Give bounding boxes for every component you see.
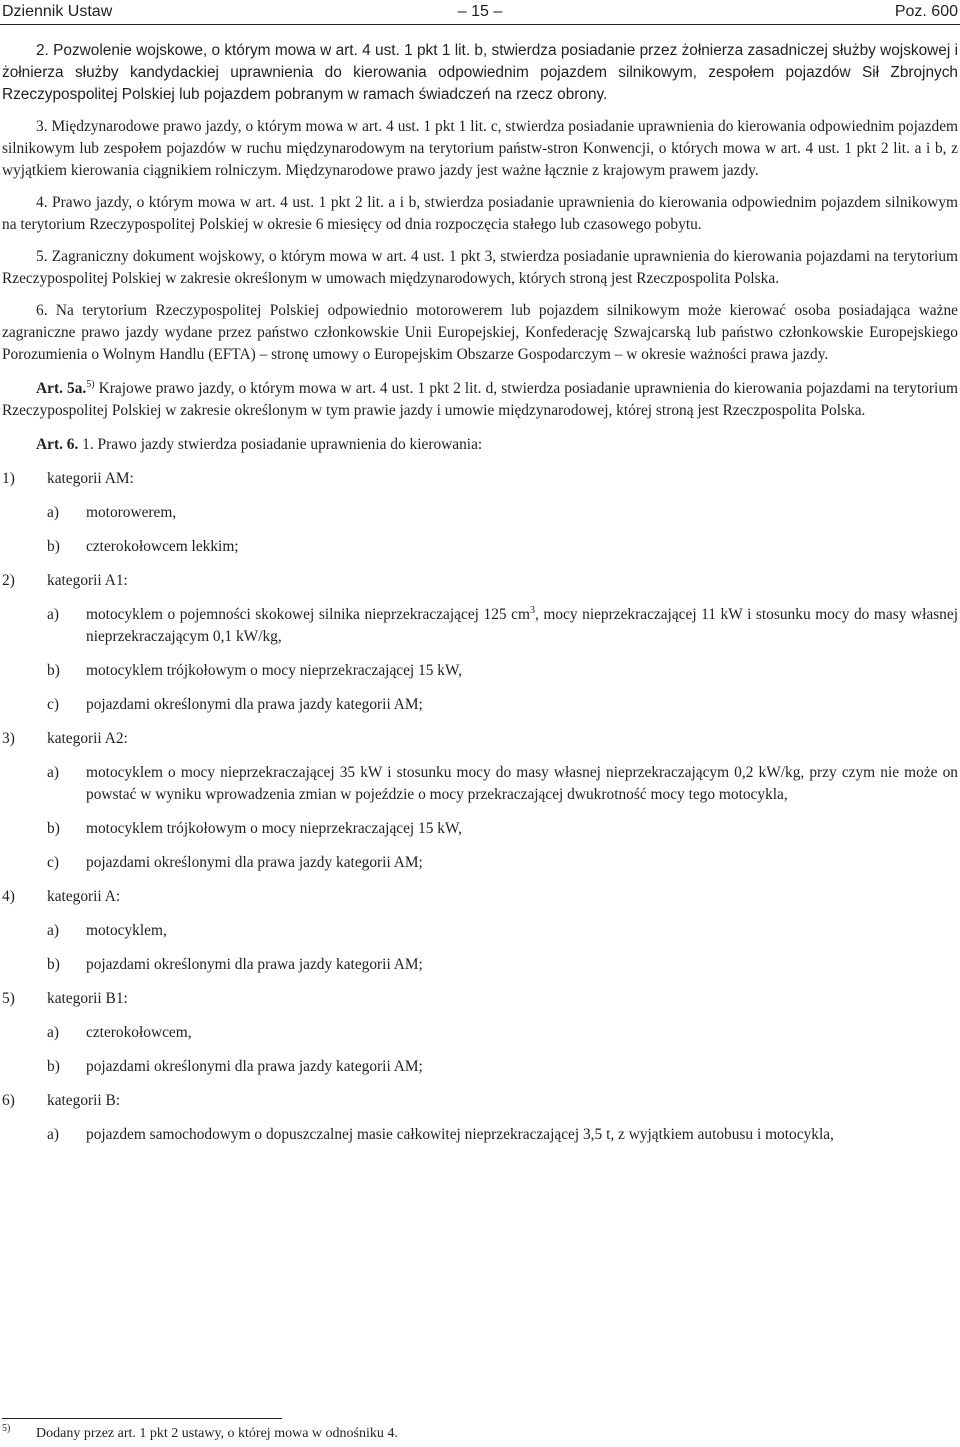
item-number: 4)	[2, 888, 15, 905]
paragraph-4: 4. Prawo jazdy, o którym mowa w art. 4 ust. 1 pkt 2 lit. a i b, stwierdza posiadanie uprawnienia do kierowania odpowiednim pojazdem silnikowym na terytorium Rzeczypospolitej Polskiej w okresie 6 miesięcy od dnia rozpoczęcia stałego lub czasowego pobytu.	[2, 194, 958, 233]
subitem	[2, 536, 958, 558]
page-number: – 15 –	[457, 3, 503, 20]
subitem-text: czterokołowcem lekkim;	[86, 538, 239, 555]
subitem-text: motocyklem o mocy nieprzekraczającej 35 kW i stosunku mocy do masy własnej nieprzekraczającym 0,2 kW/kg, przy czym nie może on powstać w wyniku wprowadzenia zmian w pojeździe o mocy przekraczającej dwukrotność mocy tego motocykla,	[86, 764, 958, 803]
item-text: kategorii B1:	[47, 990, 128, 1007]
item-number: 6)	[2, 1092, 15, 1109]
subitem	[2, 694, 958, 716]
subitem	[2, 762, 958, 806]
subitem	[2, 920, 958, 942]
subitem	[2, 660, 958, 682]
subitem	[2, 604, 958, 648]
article-5a	[2, 378, 958, 422]
subitem	[2, 502, 958, 524]
item-number: 1)	[2, 470, 15, 487]
category-item	[2, 886, 958, 908]
subitem-text: pojazdami określonymi dla prawa jazdy kategorii AM;	[86, 1058, 423, 1075]
journal-title: Dziennik Ustaw	[2, 3, 113, 20]
subitem	[2, 1124, 958, 1146]
category-item	[2, 1090, 958, 1112]
footnote-text: Dodany przez art. 1 pkt 2 ustawy, o której mowa w odnośniku 4.	[36, 1426, 398, 1441]
subitem-text: motorowerem,	[86, 504, 177, 521]
subitem-letter: b)	[47, 820, 60, 837]
subitem-letter: c)	[47, 696, 59, 713]
subitem-text: pojazdami określonymi dla prawa jazdy kategorii AM;	[86, 696, 423, 713]
superscript: 3	[529, 605, 535, 616]
subitem	[2, 954, 958, 976]
subitem-letter: b)	[47, 538, 60, 555]
category-item	[2, 728, 958, 750]
subitem-text: motocyklem trójkołowym o mocy nieprzekraczającej 15 kW,	[86, 662, 462, 679]
subitem	[2, 1056, 958, 1078]
subitem-letter: b)	[47, 956, 60, 973]
article-6-intro	[2, 434, 958, 456]
subitem-text-continued: , mocy nieprzekraczającej 11 kW i stosunku mocy do masy własnej nieprzekraczającym 0,1 kW/kg,	[86, 606, 958, 645]
paragraph-3: 3. Międzynarodowe prawo jazdy, o którym mowa w art. 4 ust. 1 pkt 1 lit. c, stwierdza posiadanie uprawnienia do kierowania odpowiednim pojazdem silnikowym lub zespołem pojazdów w ruchu międzynarodowym na terytorium państw-stron Konwencji, o których mowa w art. 4 ust. 1 pkt 2 lit. a i b, z wyjątkiem kierowania ciągnikiem rolniczym. Międzynarodowe prawo jazdy jest ważne łącznie z krajowym prawem jazdy.	[2, 118, 958, 179]
footnote-divider	[2, 1418, 282, 1419]
category-item	[2, 570, 958, 592]
main-content	[2, 40, 958, 1158]
category-item	[2, 468, 958, 490]
item-number: 5)	[2, 990, 15, 1007]
item-text: kategorii A1:	[47, 572, 128, 589]
category-item	[2, 988, 958, 1010]
article-6-intro-text: 1. Prawo jazdy stwierdza posiadanie uprawnienia do kierowania:	[78, 436, 483, 453]
subitem-letter: a)	[47, 1126, 59, 1143]
item-number: 2)	[2, 572, 15, 589]
subitem-text: pojazdami określonymi dla prawa jazdy kategorii AM;	[86, 854, 423, 871]
footnote-ref: 5)	[86, 379, 95, 390]
subitem-text: motocyklem,	[86, 922, 167, 939]
item-text: kategorii AM:	[47, 470, 134, 487]
subitem	[2, 818, 958, 840]
subitem	[2, 1022, 958, 1044]
item-text: kategorii A2:	[47, 730, 128, 747]
article-5a-label: Art. 5a.	[36, 380, 87, 397]
subitem-letter: a)	[47, 606, 59, 623]
item-text: kategorii B:	[47, 1092, 121, 1109]
article-5a-text: Krajowe prawo jazdy, o którym mowa w art. 4 ust. 1 pkt 2 lit. d, stwierdza posiadanie uprawnienia do kierowania pojazdami na terytorium Rzeczypospolitej Polskiej w zakresie określonym w tym prawie jazdy i umowie międzynarodowej, której stroną jest Rzeczpospolita Polska.	[2, 380, 958, 419]
page-header	[0, 0, 960, 25]
item-number: 3)	[2, 730, 15, 747]
paragraph-5: 5. Zagraniczny dokument wojskowy, o którym mowa w art. 4 ust. 1 pkt 3, stwierdza posiadanie uprawnienia do kierowania pojazdami na terytorium Rzeczypospolitej Polskiej w zakresie określonym w umowach międzynarodowych, których stroną jest Rzeczpospolita Polska.	[2, 248, 958, 287]
subitem-text: motocyklem o pojemności skokowej silnika nieprzekraczającej 125 cm	[86, 606, 530, 623]
subitem-text: pojazdem samochodowym o dopuszczalnej masie całkowitej nieprzekraczającej 3,5 t, z wyjątkiem autobusu i motocykla,	[86, 1126, 834, 1143]
paragraph-2: 2. Pozwolenie wojskowe, o którym mowa w art. 4 ust. 1 pkt 1 lit. b, stwierdza posiadanie przez żołnierza zasadniczej służby wojskowej i żołnierza służby kandydackiej uprawnienia do kierowania odpowiednim pojazdem silnikowym, zespołem pojazdów Sił Zbrojnych Rzeczypospolitej Polskiej lub pojazdem pobranym w ramach świadczeń na rzecz obrony.	[2, 42, 958, 103]
subitem-text: czterokołowcem,	[86, 1024, 192, 1041]
subitem-text: motocyklem trójkołowym o mocy nieprzekraczającej 15 kW,	[86, 820, 462, 837]
subitem-letter: b)	[47, 1058, 60, 1075]
footnote	[2, 1424, 958, 1444]
article-6-label: Art. 6.	[36, 436, 79, 453]
subitem	[2, 852, 958, 874]
subitem-text: pojazdami określonymi dla prawa jazdy kategorii AM;	[86, 956, 423, 973]
subitem-letter: a)	[47, 922, 59, 939]
category-list	[2, 468, 958, 1146]
item-text: kategorii A:	[47, 888, 121, 905]
position-number: Poz. 600	[894, 3, 958, 20]
subitem-letter: b)	[47, 662, 60, 679]
subitem-letter: a)	[47, 1024, 59, 1041]
paragraph-6: 6. Na terytorium Rzeczypospolitej Polskiej odpowiednio motorowerem lub pojazdem silnikowym może kierować osoba posiadająca ważne zagraniczne prawo jazdy wydane przez państwo członkowskie Unii Europejskiej, Konfederację Szwajcarską lub państwo członkowskie Europejskiego Porozumienia o Wolnym Handlu (EFTA) – stronę umowy o Europejskim Obszarze Gospodarczym – w okresie ważności prawa jazdy.	[2, 302, 958, 363]
subitem-letter: a)	[47, 764, 59, 781]
subitem-letter: a)	[47, 504, 59, 521]
footnote-number: 5)	[2, 1423, 11, 1434]
subitem-letter: c)	[47, 854, 59, 871]
